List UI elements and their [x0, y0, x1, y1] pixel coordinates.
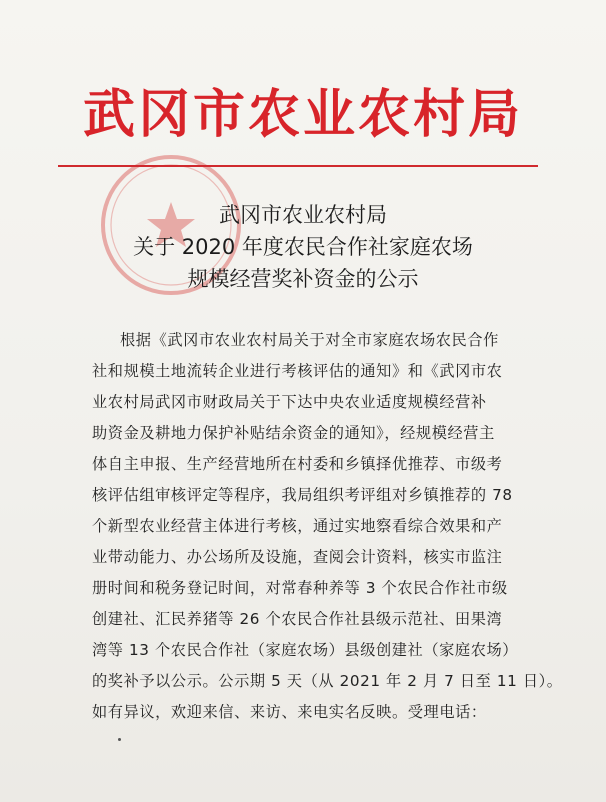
- body-line-3: 业农村局武冈市财政局关于下达中央农业适度规模经营补: [92, 393, 487, 411]
- body-line-9: 册时间和税务登记时间，对常春种养等 3 个农民合作社市级: [92, 579, 508, 597]
- body-line-13: 如有异议，欢迎来信、来访、来电实名反映。受理电话：: [92, 703, 487, 721]
- agency-letterhead-title: 武冈市农业农村局: [82, 84, 523, 145]
- body-line-1: 根据《武冈市农业农村局关于对全市家庭农场农民合作: [120, 331, 499, 349]
- letterhead-divider: [58, 165, 538, 167]
- body-line-6: 核评估组审核评定等程序，我局组织考评组对乡镇推荐的 78: [92, 486, 513, 504]
- notice-title-line-3: 规模经营奖补资金的公示: [187, 267, 419, 291]
- body-line-4: 助资金及耕地力保护补贴结余资金的通知》，经规模经营主: [92, 424, 495, 442]
- body-line-8: 业带动能力、办公场所及设施，查阅会计资料，核实市监注: [92, 548, 503, 566]
- body-line-11: 湾等 13 个农民合作社（家庭农场）县级创建社（家庭农场）: [92, 641, 519, 659]
- paper-speck: [118, 738, 121, 741]
- body-line-10: 创建社、汇民养猪等 26 个农民合作社县级示范社、田果湾: [92, 610, 503, 628]
- notice-title-line-1: 武冈市农业农村局: [219, 203, 387, 227]
- body-line-5: 体自主申报、生产经营地所在村委和乡镇择优推荐、市级考: [92, 455, 503, 473]
- body-line-7: 个新型农业经营主体进行考核，通过实地察看综合效果和产: [92, 517, 503, 535]
- notice-title-line-2: 关于 2020 年度农民合作社家庭农场: [133, 235, 473, 259]
- body-line-2: 社和规模土地流转企业进行考核评估的通知》和《武冈市农: [92, 362, 503, 380]
- body-line-12: 的奖补予以公示。公示期 5 天（从 2021 年 2 月 7 日至 11 日）。: [92, 672, 563, 690]
